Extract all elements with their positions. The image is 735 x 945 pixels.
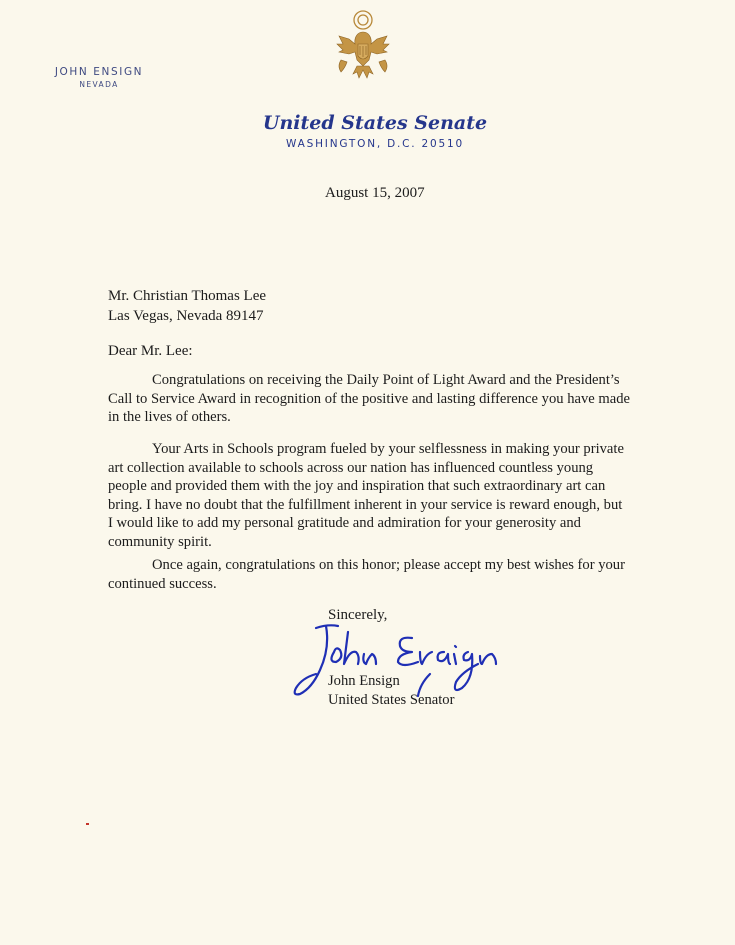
paragraph-line: Your Arts in Schools program fueled by your selflessness in making your private <box>152 441 624 457</box>
paragraph-line: continued success. <box>108 575 217 592</box>
signer-name: John Ensign <box>328 673 400 689</box>
senate-seal-icon <box>331 8 395 88</box>
paragraph-line: in the lives of others. <box>108 409 231 426</box>
letterhead-title: United States Senate <box>262 112 488 134</box>
paragraph-line: community spirit. <box>108 533 212 550</box>
paragraph-line: art collection available to schools across our nation has influenced countless young <box>108 459 594 476</box>
sender-name: JOHN ENSIGN <box>54 66 144 78</box>
signer-title: United States Senator <box>328 692 455 708</box>
recipient-block <box>108 286 266 326</box>
paragraph-line: Congratulations on receiving the Daily Point of Light Award and the President’s <box>152 372 620 388</box>
paragraph-line: people and provided them with the joy and inspiration that such extraordinary art can <box>108 478 606 495</box>
body-paragraph-3 <box>108 556 648 593</box>
paragraph-line: bring. I have no doubt that the fulfillment inherent in your service is reward enough, but <box>108 496 623 513</box>
letterhead-location: WASHINGTON, D.C. 20510 <box>286 138 464 150</box>
body-paragraph-1 <box>108 371 648 427</box>
recipient-address: Las Vegas, Nevada 89147 <box>108 308 264 324</box>
salutation: Dear Mr. Lee: <box>108 343 193 359</box>
body-paragraph-2 <box>108 440 648 552</box>
letter-date: August 15, 2007 <box>325 185 425 201</box>
paragraph-line: Call to Service Award in recognition of the positive and lasting difference you have made <box>108 390 630 407</box>
paragraph-line: Once again, congratulations on this honor; please accept my best wishes for your <box>152 557 625 573</box>
paragraph-line: I would like to add my personal gratitude and admiration for your generosity and <box>108 515 581 532</box>
sender-block <box>44 66 154 89</box>
paper-mark <box>86 823 89 825</box>
signer-block <box>328 672 454 710</box>
recipient-name: Mr. Christian Thomas Lee <box>108 288 267 304</box>
sender-state: NEVADA <box>79 80 119 89</box>
closing: Sincerely, <box>328 607 388 623</box>
